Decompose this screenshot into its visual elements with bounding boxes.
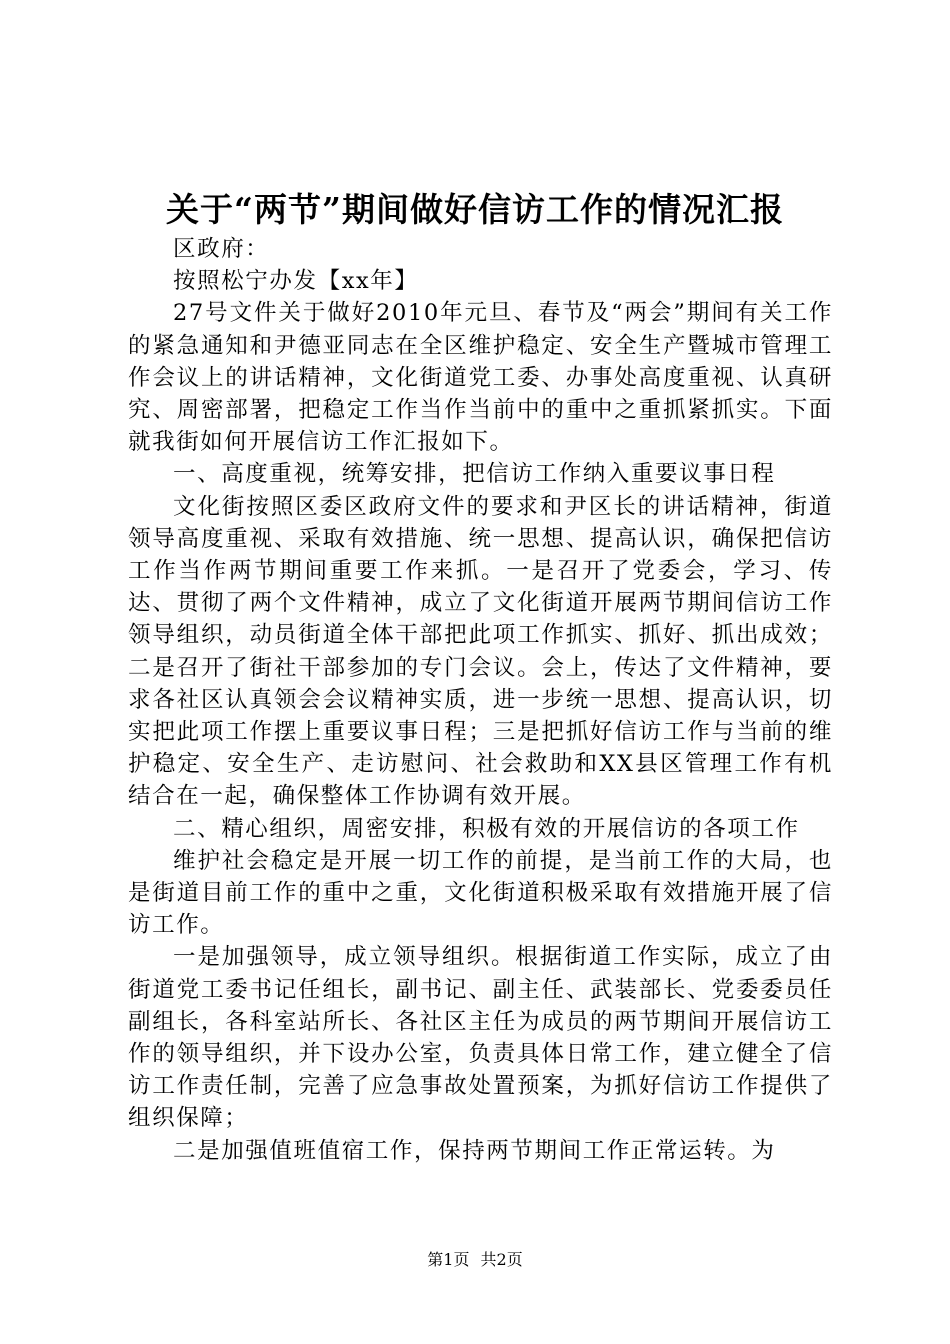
- intro-paragraph: 27号文件关于做好2010年元旦、春节及“两会”期间有关工作的紧急通知和尹德亚同志在全区维护稳定、安全生产暨城市管理工作会议上的讲话精神，文化街道党工委、办事处高度重视、认真研究、周密部署，把稳定工作当作当前中的重中之重抓紧抓实。下面就我街如何开展信访工作汇报如下。: [128, 300, 833, 456]
- section-heading-1: 一、高度重视，统筹安排，把信访工作纳入重要议事日程: [173, 461, 776, 488]
- document-body: [128, 233, 833, 1167]
- page-number: 第1页: [427, 1250, 470, 1269]
- section-heading-2: 二、精心组织，周密安排，积极有效的开展信访的各项工作: [173, 815, 800, 842]
- body-paragraph: 维护社会稳定是开展一切工作的前提，是当前工作的大局，也是街道目前工作的重中之重，文化街道积极采取有效措施开展了信访工作。: [128, 847, 833, 939]
- document-title: 关于“两节”期间做好信访工作的情况汇报: [166, 190, 784, 229]
- page-total: 共2页: [480, 1250, 523, 1269]
- body-paragraph: 文化街按照区委区政府文件的要求和尹区长的讲话精神，街道领导高度重视、采取有效措施、统一思想、提高认识，确保把信访工作当作两节期间重要工作来抓。一是召开了党委会，学习、传达、贯彻了两个文件精神，成立了文化街道开展两节期间信访工作领导组织，动员街道全体干部把此项工作抓实、抓好、抓出成效；二是召开了街社干部参加的专门会议。会上，传达了文件精神，要求各社区认真领会会议精神实质，进一步统一思想、提高认识，切实把此项工作摆上重要议事日程；三是把抓好信访工作与当前的维护稳定、安全生产、走访慰问、社会救助和XX县区管理工作有机结合在一起，确保整体工作协调有效开展。: [128, 493, 833, 810]
- body-paragraph: 二是加强值班值宿工作，保持两节期间工作正常运转。为: [173, 1137, 776, 1164]
- reference-line: 按照松宁办发【xx年】: [173, 268, 419, 295]
- body-paragraph: 一是加强领导，成立领导组织。根据街道工作实际，成立了由街道党工委书记任组长，副书记、副主任、武装部长、党委委员任副组长，各科室站所长、各社区主任为成员的两节期间开展信访工作的领导组织，并下设办公室，负责具体日常工作，建立健全了信访工作责任制，完善了应急事故处置预案，为抓好信访工作提供了组织保障；: [128, 944, 833, 1132]
- salutation: 区政府：: [173, 236, 270, 262]
- page-footer: [0, 1247, 950, 1270]
